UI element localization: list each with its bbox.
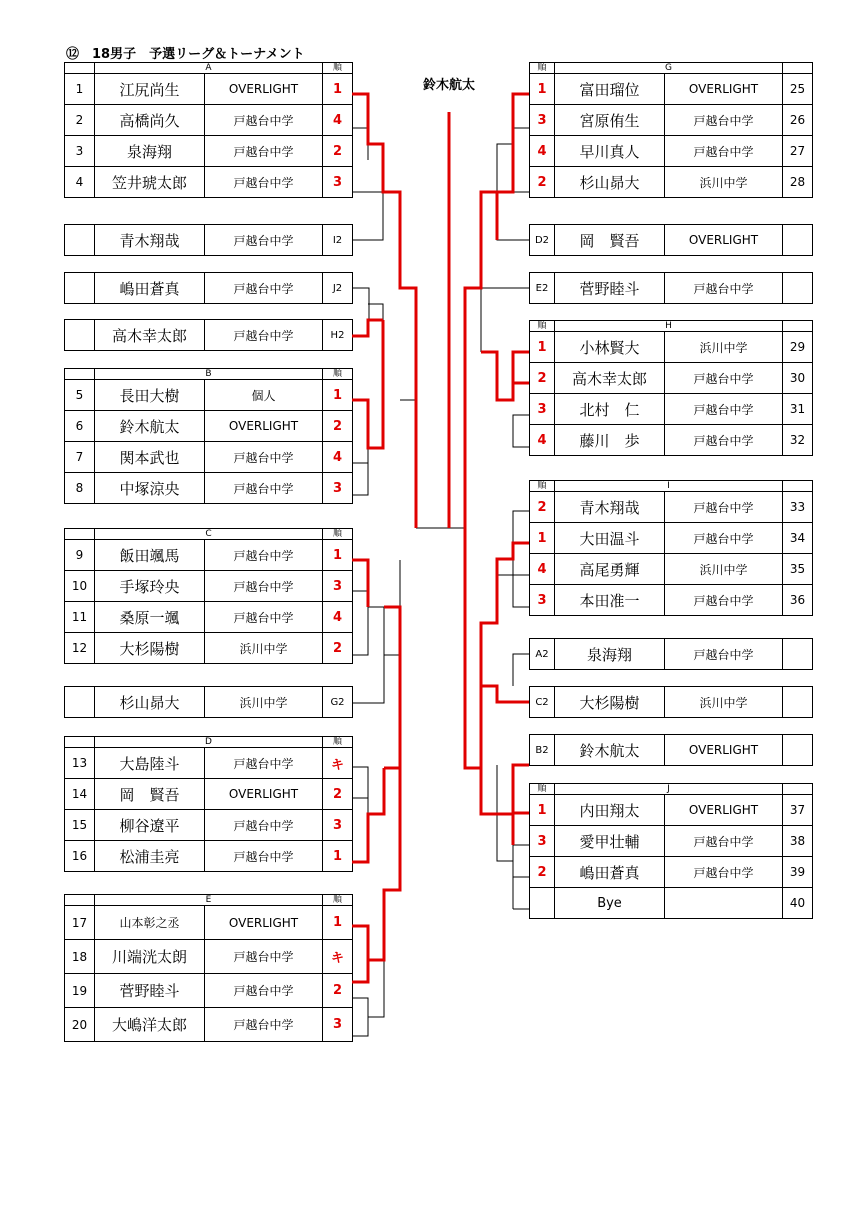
player-team: 戸越台中学	[665, 425, 783, 456]
player-number: 26	[783, 105, 813, 136]
winner-path	[513, 813, 529, 845]
player-number: 38	[783, 826, 813, 857]
player-team: 浜川中学	[665, 167, 783, 198]
player-number: 33	[783, 492, 813, 523]
player-rank: 1	[323, 380, 353, 411]
player-name: 嶋田蒼真	[95, 273, 205, 304]
player-name: 愛甲壮輔	[555, 826, 665, 857]
player-team: 浜川中学	[665, 554, 783, 585]
rank-header: 順	[530, 63, 555, 74]
group-label: J	[555, 784, 783, 795]
player-team: 戸越台中学	[205, 841, 323, 872]
group-label: B	[95, 369, 323, 380]
player-name: 泉海翔	[555, 639, 665, 670]
player-rank: 1	[530, 795, 555, 826]
seed-code: C2	[530, 687, 555, 718]
player-team: 戸越台中学	[205, 105, 323, 136]
player-rank: 1	[530, 74, 555, 105]
player-name: 桑原一颯	[95, 602, 205, 633]
player-number: 2	[65, 105, 95, 136]
player-team: OVERLIGHT	[665, 225, 783, 256]
player-number: 4	[65, 167, 95, 198]
player-name: 大嶋洋太郎	[95, 1008, 205, 1042]
bracket-line	[513, 511, 529, 607]
player-team: 戸越台中学	[205, 748, 323, 779]
player-name: 高尾勇輝	[555, 554, 665, 585]
right-bracket-red	[465, 94, 529, 845]
player-rank: 1	[323, 906, 353, 940]
player-rank: キ	[323, 748, 353, 779]
player-number: 7	[65, 442, 95, 473]
player-number: 31	[783, 394, 813, 425]
player-team: 戸越台中学	[665, 857, 783, 888]
bracket-line	[481, 288, 529, 352]
bracket-line	[400, 400, 416, 528]
player-team: 戸越台中学	[205, 1008, 323, 1042]
player-rank: 3	[530, 394, 555, 425]
player-rank: 3	[530, 826, 555, 857]
player-number: 39	[783, 857, 813, 888]
player-name: 高橋尚久	[95, 105, 205, 136]
bracket-line	[513, 845, 529, 877]
player-name: 菅野睦斗	[95, 974, 205, 1008]
player-team: OVERLIGHT	[205, 411, 323, 442]
player-number: 28	[783, 167, 813, 198]
player-name: 嶋田蒼真	[555, 857, 665, 888]
group-label: H	[555, 321, 783, 332]
player-name: 本田准一	[555, 585, 665, 616]
player-team: 戸越台中学	[665, 363, 783, 394]
player-name: 岡 賢吾	[95, 779, 205, 810]
winner-path	[352, 320, 383, 336]
player-name: 山本彰之丞	[95, 906, 205, 940]
player-team: 戸越台中学	[205, 273, 323, 304]
bracket-line	[352, 767, 368, 814]
rank-header: 順	[323, 895, 353, 906]
player-team: 戸越台中学	[205, 167, 323, 198]
winner-path	[481, 352, 529, 400]
bracket-line	[513, 415, 529, 447]
bracket-line	[513, 877, 529, 909]
player-name: Bye	[555, 888, 665, 919]
player-number: 9	[65, 540, 95, 571]
player-number: 11	[65, 602, 95, 633]
seed-code: I2	[323, 225, 353, 256]
player-team: 戸越台中学	[205, 940, 323, 974]
page-title: ⑫ 18男子 予選リーグ＆トーナメント	[66, 47, 305, 62]
player-rank: 4	[323, 602, 353, 633]
player-number: 27	[783, 136, 813, 167]
player-team: 戸越台中学	[665, 136, 783, 167]
bracket-line	[449, 433, 465, 528]
player-number: 8	[65, 473, 95, 504]
seed-code: A2	[530, 639, 555, 670]
player-rank: 4	[323, 105, 353, 136]
player-name: 江尻尚生	[95, 74, 205, 105]
group-label: D	[95, 737, 323, 748]
player-name: 松浦圭亮	[95, 841, 205, 872]
player-team: 戸越台中学	[205, 320, 323, 351]
seed-code: J2	[323, 273, 353, 304]
player-number: 32	[783, 425, 813, 456]
player-rank: 3	[530, 585, 555, 616]
player-name: 宮原侑生	[555, 105, 665, 136]
player-rank: 2	[530, 492, 555, 523]
player-name: 杉山昴大	[95, 687, 205, 718]
player-team: 浜川中学	[205, 633, 323, 664]
player-team: 浜川中学	[665, 687, 783, 718]
player-rank: 1	[323, 540, 353, 571]
winner-path	[513, 94, 529, 144]
left-bracket-red	[352, 94, 416, 982]
player-name: 笠井琥太郎	[95, 167, 205, 198]
player-number: 17	[65, 906, 95, 940]
winner-path	[352, 926, 368, 982]
player-team: 戸越台中学	[665, 394, 783, 425]
winner-path	[352, 560, 368, 607]
bracket-line	[352, 432, 368, 495]
player-rank: 2	[323, 974, 353, 1008]
player-rank: 2	[530, 857, 555, 888]
player-number: 36	[783, 585, 813, 616]
rank-header: 順	[323, 529, 353, 540]
winner-path	[497, 144, 513, 240]
rank-header: 順	[530, 481, 555, 492]
player-team: 戸越台中学	[205, 571, 323, 602]
rank-header: 順	[323, 63, 353, 74]
player-name: 手塚玲央	[95, 571, 205, 602]
player-team: OVERLIGHT	[205, 74, 323, 105]
player-number: 29	[783, 332, 813, 363]
player-rank: 2	[323, 411, 353, 442]
player-name: 小林賢大	[555, 332, 665, 363]
group-label: C	[95, 529, 323, 540]
player-name: 鈴木航太	[95, 411, 205, 442]
player-number: 18	[65, 940, 95, 974]
player-name: 高木幸太郎	[555, 363, 665, 394]
player-name: 中塚涼央	[95, 473, 205, 504]
player-name: 関本武也	[95, 442, 205, 473]
player-number: 25	[783, 74, 813, 105]
player-rank: 2	[323, 136, 353, 167]
player-team: 浜川中学	[665, 332, 783, 363]
player-team: OVERLIGHT	[665, 735, 783, 766]
player-team: 戸越台中学	[205, 473, 323, 504]
player-rank: 3	[323, 167, 353, 198]
player-team: 戸越台中学	[665, 105, 783, 136]
player-name: 柳谷遼平	[95, 810, 205, 841]
group-label: E	[95, 895, 323, 906]
player-rank: 3	[323, 473, 353, 504]
player-name: 川端洸太朗	[95, 940, 205, 974]
player-team: 戸越台中学	[665, 639, 783, 670]
bracket-line	[368, 960, 384, 1017]
player-name: 大杉陽樹	[95, 633, 205, 664]
player-team: 戸越台中学	[205, 442, 323, 473]
player-rank: 3	[323, 1008, 353, 1042]
bracket-line	[368, 304, 383, 400]
rank-header: 順	[323, 737, 353, 748]
player-rank: 3	[530, 105, 555, 136]
player-rank: 4	[530, 136, 555, 167]
player-number: 34	[783, 523, 813, 554]
player-number: 5	[65, 380, 95, 411]
player-number: 15	[65, 810, 95, 841]
seed-code: G2	[323, 687, 353, 718]
player-team: 戸越台中学	[205, 225, 323, 256]
bracket-line	[352, 288, 369, 336]
player-name: 岡 賢吾	[555, 225, 665, 256]
bracket-line	[513, 128, 529, 192]
player-name: 青木翔哉	[95, 225, 205, 256]
player-team: OVERLIGHT	[205, 906, 323, 940]
bracket-line	[352, 192, 383, 240]
seed-code: E2	[530, 273, 555, 304]
bracket-line	[352, 998, 368, 1036]
player-name: 富田瑠位	[555, 74, 665, 105]
player-name: 藤川 歩	[555, 425, 665, 456]
player-team: 戸越台中学	[665, 273, 783, 304]
winner-path	[481, 543, 529, 702]
group-label: G	[555, 63, 783, 74]
player-rank: 2	[530, 167, 555, 198]
player-name: 鈴木航太	[555, 735, 665, 766]
player-name: 大杉陽樹	[555, 687, 665, 718]
winner-path	[465, 192, 529, 814]
player-number: 1	[65, 74, 95, 105]
player-team: 戸越台中学	[665, 523, 783, 554]
rank-header: 順	[530, 784, 555, 795]
player-team: OVERLIGHT	[665, 795, 783, 826]
bracket-line	[352, 591, 368, 655]
player-rank: 1	[530, 523, 555, 554]
seed-code: H2	[323, 320, 353, 351]
player-team: 個人	[205, 380, 323, 411]
player-name: 飯田颯馬	[95, 540, 205, 571]
player-team: 戸越台中学	[205, 974, 323, 1008]
player-rank: 3	[323, 571, 353, 602]
player-name: 杉山昴大	[555, 167, 665, 198]
player-rank: 4	[530, 425, 555, 456]
seed-code: D2	[530, 225, 555, 256]
player-number: 19	[65, 974, 95, 1008]
player-rank: 1	[530, 332, 555, 363]
player-rank: 4	[530, 554, 555, 585]
player-rank: 2	[323, 779, 353, 810]
player-name: 大田温斗	[555, 523, 665, 554]
player-number: 14	[65, 779, 95, 810]
player-team: 戸越台中学	[205, 602, 323, 633]
group-label: I	[555, 481, 783, 492]
player-rank: 1	[323, 74, 353, 105]
player-number: 6	[65, 411, 95, 442]
player-name: 泉海翔	[95, 136, 205, 167]
player-team: 戸越台中学	[665, 826, 783, 857]
player-team: 戸越台中学	[205, 810, 323, 841]
player-rank: 2	[323, 633, 353, 664]
player-number: 30	[783, 363, 813, 394]
player-number: 35	[783, 554, 813, 585]
player-name: 北村 仁	[555, 394, 665, 425]
champion-name: 鈴木航太	[422, 78, 475, 93]
player-rank: キ	[323, 940, 353, 974]
winner-path	[384, 607, 400, 768]
player-number: 16	[65, 841, 95, 872]
player-number: 12	[65, 633, 95, 664]
player-team: 戸越台中学	[665, 492, 783, 523]
player-number: 3	[65, 136, 95, 167]
player-team: OVERLIGHT	[205, 779, 323, 810]
player-team: 戸越台中学	[205, 540, 323, 571]
player-number: 10	[65, 571, 95, 602]
player-rank: 2	[530, 363, 555, 394]
rank-header: 順	[530, 321, 555, 332]
group-label: A	[95, 63, 323, 74]
player-number: 13	[65, 748, 95, 779]
winner-path	[352, 320, 383, 448]
player-name: 菅野睦斗	[555, 273, 665, 304]
player-name: 青木翔哉	[555, 492, 665, 523]
player-name: 長田大樹	[95, 380, 205, 411]
player-name: 大島陸斗	[95, 748, 205, 779]
player-number: 40	[783, 888, 813, 919]
bracket-line	[513, 654, 529, 686]
player-name: 高木幸太郎	[95, 320, 205, 351]
player-team: 戸越台中学	[205, 136, 323, 167]
player-name: 早川真人	[555, 136, 665, 167]
right-bracket-black	[449, 128, 529, 909]
seed-code: B2	[530, 735, 555, 766]
player-name: 内田翔太	[555, 795, 665, 826]
player-rank: 1	[323, 841, 353, 872]
bracket-line	[497, 575, 513, 623]
player-rank: 4	[323, 442, 353, 473]
player-team: 浜川中学	[205, 687, 323, 718]
player-number: 20	[65, 1008, 95, 1042]
player-team: OVERLIGHT	[665, 74, 783, 105]
player-team: 戸越台中学	[665, 585, 783, 616]
rank-header: 順	[323, 369, 353, 380]
player-rank: 3	[323, 810, 353, 841]
player-number: 37	[783, 795, 813, 826]
